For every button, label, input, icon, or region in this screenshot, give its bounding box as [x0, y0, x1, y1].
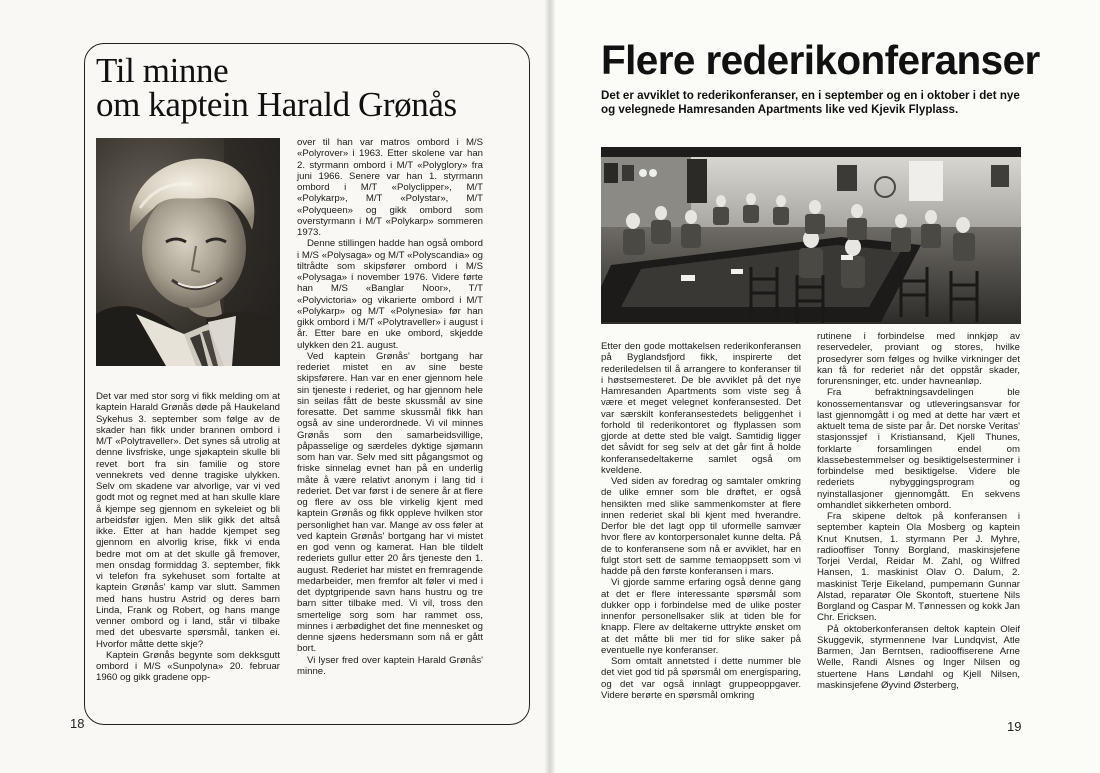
memorial-title-line: Til minne [96, 51, 229, 90]
paragraph: Ved siden av foredrag og samtaler omkring de ulike emner som ble drøftet, er også hensikten med slike sammenkomster at flere innen rederiet skal bli kjent med hverandre. Derfor ble det lagt opp til uformelle samvær hvor flere av kontorpersonalet kunne delta. På de to konferansene som nå er avviklet, har en fulgt stort sett de samme temaoppsett som vi hadde på den første konferansen i mars. [601, 476, 801, 577]
article-lead: Det er avviklet to rederikonferanser, en i september og en i oktober i det nye og velegnede Hamresanden Apartments like ved Kjevik Flyplass. [601, 89, 1020, 116]
portrait-illustration [96, 138, 280, 366]
memorial-column-right [297, 137, 483, 677]
page-number-right: 19 [1007, 719, 1022, 734]
page-number-left: 18 [70, 716, 85, 731]
paragraph: Vi gjorde samme erfaring også denne gang at det er flere interessante spørsmål som dukker opp i forbindelse med de ulike poster innenfor personellsaker slik at tiden ble for knapp. Flere av deltakerne uttrykte ønsket om at det måtte bli mer tid for slike saker på eventuelle nye konferanser. [601, 577, 801, 656]
article-column-right [817, 331, 1020, 691]
article-title: Flere rederikonferanser [601, 37, 1040, 83]
memorial-title [96, 51, 457, 124]
paragraph: over til han var matros ombord i M/S «Polyrover» i 1963. Etter skolene var han 2. styrmann ombord i M/T «Polyglory» fra juni 1966. Senere var han 1. styrmann ombord i M/T «Polyclipper», M/T «Polykarp», M/T «Polystar», M/T «Polyqueen» og gikk ombord som overstyrmann i M/T «Polykarp» sommeren 1973. [297, 137, 483, 238]
paragraph: Etter den gode mottakelsen rederikonferansen på Byglandsfjord fikk, inspirerte det rederiledelsen til å arrangere to konferanser til i høstsemesteret. De ble avviklet på det nye Hamresanden Apartments som viste seg å være et meget velegnet konferansested. Det var særskilt konferansestedets beliggenhet i forhold til rederikontoret og flyplassen som gjorde at dette sted ble valgt. Samtidig ligger det såvidt for seg selv at det går fint å holde konferansedeltakerne samlet også om kveldene. [601, 341, 801, 476]
paragraph: Ved kaptein Grønås' bortgang har rederiet mistet en av sine beste skipsførere. Han var en ener gjennom hele sin tjeneste i rederiet, og har gjennom hele sin seilas fått de beste skussmål av sine foresatte. Det samme skussmål fikk han også av sine underordnede. Vi vil minnes Grønås som den samarbeidsvillige, påpasselige og særdeles dyktige sjømann som han var. Selv med sitt pågangsmot og friske sinnelag evnet han på en underlig måte å være relativt anonym i lang tid i rederiet. Det var først i de senere år at flere og flere av oss ble virkelig kjent med kaptein Grønås og fikk oppleve hvilken stor personlighet han var. Mange av oss føler at ved kaptein Grønås' bortgang har vi mistet en god venn og kamerat. Han ble tildelt rederiets gullur etter 20 års tjeneste den 1. august. Rederiet har mistet en fremragende medarbeider, men fremfor alt føler vi med i det dyptgripende savn hans hustru og tre barn sitter tilbake med. Vi vil, tross den smertelige sorg som har rammet oss, minnes i ærbødighet det fine mennesket og denne sjøens hedersmann som nå er gått bort. [297, 350, 483, 655]
page-gutter [545, 0, 555, 773]
paragraph: rutinene i forbindelse med innkjøp av reservedeler, proviant og stores, hvilke prosedyrer som følges og hvilke virkninger det kan få for rederiet når det oppstår skader, forurensninger, etc. under havneanløp. [817, 331, 1020, 387]
memorial-column-left [96, 391, 280, 684]
conference-illustration [601, 147, 1021, 324]
paragraph: Som omtalt annetsted i dette nummer ble det viet god tid på spørsmål om energisparing, og det var også innlagt gruppeoppgaver. Videre berørte en spørsmål omkring [601, 656, 801, 701]
conference-photo [601, 147, 1021, 324]
memorial-title-line: om kaptein Harald Grønås [96, 85, 457, 124]
paragraph: Det var med stor sorg vi fikk melding om at kaptein Harald Grønås døde på Haukeland Sykehus 3. september som følge av de skader han fikk under brannen ombord i M/T «Polytraveller». Det synes så utrolig at denne livsfriske, unge sjøkaptein skulle bli revet bort fra sin familie og store vennekrets ved denne tragiske ulykken. Selv om skadene var alvorlige, var vi ved godt mot og regnet med at han skulle klare å kjempe seg gjennom en sykeleiet og bli arbeidsfør igjen. Men slik gikk det altså ikke. Etter at han hadde kjempet seg gjennom en alvorlig krise, fikk vi enda bedre mot om at det skulle gå fremover, men onsdag formiddag 3. september, fikk vi telefon fra sykehuset som fortalte at kaptein Grønås' kamp var slutt. Sammen med hans hustru Astrid og deres barn Linda, Frank og Robert, og hans mange venner ombord og i land, står vi tilbake med det ubesvarte spørsmål, tanken ei. Hvorfor måtte dette skje? [96, 391, 280, 650]
paragraph: Kaptein Grønås begynte som dekksgutt ombord i M/S «Sunpolyna» 20. februar 1960 og gikk gradene opp- [96, 649, 280, 684]
portrait-photo [96, 138, 280, 366]
paragraph: Denne stillingen hadde han også ombord i M/S «Polysaga» og M/T «Polyscandia» og tiltrådte som skipsfører ombord i M/S «Polysaga» i november 1976. Videre førte han M/S «Banglar Noor», T/T «Polyvictoria» og vikarierte ombord i M/T «Polykarp» og M/T «Polynesia» før han gikk ombord i M/T «Polytraveller» i august i år. Etter bare en uke ombord, skjedde ulykken den 21. august. [297, 238, 483, 351]
paragraph: Fra befraktningsavdelingen ble konossementansvar og utleveringsansvar for last gjennomgått i og med at dette har vært et aktuelt tema de siste par år. Det norske Veritas' stasjonssjef i Kristiansand, Kjell Thunes, forklarte forsamlingen endel om klassebestemmelser og besiktigelsesterminer i forbindelse med besiktigelse. Videre ble rederiets nybyggingsprogram og nyinstallasjoner gjennomgått. En sekvens omhandlet sikkerheten ombord. [817, 387, 1020, 511]
paragraph: Fra skipene deltok på konferansen i september kaptein Ola Mosberg og kaptein Knut Knutsen, 1. styrmann Per J. Myhre, radiooffiser Tonny Borgland, maskinsjefene Torjei Verdal, Reidar M. Zahl, og Wilfred Hansen, 1. maskinist Olav O. Dalum, 2. maskinist Terje Eikeland, pumpemann Gunnar Alstad, reparatør Ole Skontoft, stuertene Nils Borgland og Caspar M. Tønnessen og kokk Jan Chr. Ericksen. [817, 511, 1021, 624]
paragraph: På oktoberkonferansen deltok kaptein Oleif Skuggevik, styrmennene Ivar Lundqvist, Atle Barmen, Jan Berntsen, radiooffiserene Arne Welle, Randi Alsnes og Inger Nilsen og stuertene Hans Løndahl og Kjell Nilsen, maskinsjefene Øyvind Østerberg, [817, 623, 1020, 691]
article-column-left [601, 341, 801, 701]
paragraph: Vi lyser fred over kaptein Harald Grønås' minne. [297, 654, 483, 677]
